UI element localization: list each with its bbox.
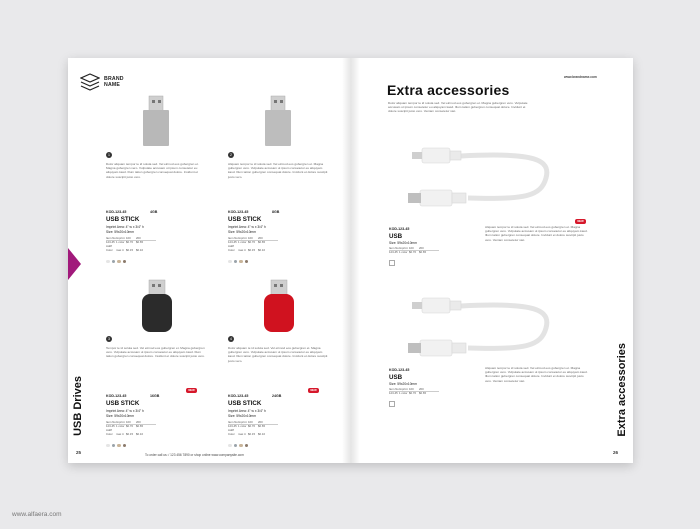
brand-line-2: NAME xyxy=(104,82,121,88)
price-table-cell: $0.10 xyxy=(258,248,265,253)
price-table-head-cell: Item No xyxy=(228,420,238,424)
price-table-cell: Add'l Color xyxy=(106,428,113,437)
price-table-head-cell: 200 xyxy=(136,236,141,240)
product-capacity: 4GB xyxy=(150,210,158,214)
price-table-cell: $0.65 xyxy=(136,240,143,245)
color-swatch[interactable] xyxy=(112,444,116,448)
price-table-cell: $0.10 xyxy=(136,248,143,253)
price-table-head-cell: Imprint xyxy=(399,387,408,391)
price-table-cell: $0.65 xyxy=(419,391,426,396)
page-number-right: 26 xyxy=(613,450,619,455)
product-size: Size: 59x20x10mm xyxy=(106,414,135,418)
usb-stick-image xyxy=(134,276,180,336)
price-table-cell: $0.15 xyxy=(126,248,133,253)
price-table-cell: 1 color xyxy=(116,240,125,245)
price-table-head-cell: 100 xyxy=(248,236,253,240)
price-table-head-cell: 100 xyxy=(126,420,131,424)
product-number: 1 xyxy=(106,152,112,158)
price-table-cell: 123-45 xyxy=(106,240,115,245)
imprint-area: Imprint Area: 4" w x 3/4" h xyxy=(106,225,144,229)
price-table-head-cell: Item No xyxy=(389,387,399,391)
left-page xyxy=(68,58,350,463)
accessory-price-table xyxy=(389,246,439,254)
usb-stick-image xyxy=(134,92,180,152)
color-swatches xyxy=(228,434,250,452)
price-table-cell: 1 color xyxy=(238,240,247,245)
price-table-head-cell: 200 xyxy=(258,420,263,424)
color-swatch[interactable] xyxy=(117,444,121,448)
price-table-head-cell: 200 xyxy=(419,246,424,250)
section-title-vertical-right: Extra accessories xyxy=(616,343,628,437)
accessory-description: Aliquam tempor te id soluta sed. Vel eirmod eos gubergren et. Magna gubergren vero. Vulputate accusam ut ipsum consetetur eu aliquyam kasd. Illum tation gubergren consequat dolore. Invidunt et dolore suscipit justo vero. Veniam consetetur stet. xyxy=(485,366,588,383)
price-table-cell: 1 color xyxy=(399,250,408,255)
page-heading: Extra accessories xyxy=(387,82,510,98)
usb-cable-image-1 xyxy=(406,138,556,218)
price-table-head-cell: Item No xyxy=(389,246,399,250)
layers-icon xyxy=(80,72,100,94)
product-size: Size: 59x20x10mm xyxy=(228,230,257,234)
price-table-cell: $0.65 xyxy=(258,240,265,245)
accessory-price-table xyxy=(389,387,439,395)
color-swatch[interactable] xyxy=(117,260,121,264)
price-table-cell: Add'l Color xyxy=(228,244,235,253)
accessory-name: USB xyxy=(389,233,403,240)
price-table-head-cell: 100 xyxy=(126,236,131,240)
price-table-cell: $0.70 xyxy=(126,424,133,429)
price-table-cell: $0.70 xyxy=(409,391,416,396)
usb-stick-image xyxy=(256,92,302,152)
price-table-cell: $0.65 xyxy=(419,250,426,255)
product-capacity: 16GB xyxy=(150,394,160,398)
product-description: Dolor aliquam te id soluta sed. Vel eirmod eos gubergren et. Magna gubergren vero. Vulputate accusam ut ipsum consetetur eu aliquyam kasd. Illum tation gubergren consequat dolore. Invidunt et dolore suscipit justo vero. xyxy=(228,346,328,363)
color-swatch[interactable] xyxy=(234,260,238,264)
color-swatch[interactable] xyxy=(245,444,249,448)
color-swatch[interactable] xyxy=(389,260,395,266)
price-table-cell: max 4 xyxy=(238,248,246,253)
price-table-head-cell: 100 xyxy=(409,387,414,391)
price-table-cell: 123-45 xyxy=(228,240,237,245)
price-table-cell: max 4 xyxy=(238,432,246,437)
price-table-head-cell: Imprint xyxy=(238,236,247,240)
color-swatches xyxy=(106,434,128,452)
price-table-cell: $0.70 xyxy=(409,250,416,255)
price-table-cell: $0.70 xyxy=(248,424,255,429)
price-table-head-cell: 200 xyxy=(419,387,424,391)
price-table-cell: Add'l Color xyxy=(228,428,235,437)
new-badge: NEW xyxy=(575,219,586,224)
color-swatch[interactable] xyxy=(239,444,243,448)
color-swatch[interactable] xyxy=(123,444,127,448)
product-number: 2 xyxy=(228,152,234,158)
color-swatch[interactable] xyxy=(389,401,395,407)
price-table-head-cell: 200 xyxy=(136,420,141,424)
product-description: Aliquam tempor te id soluta sed. Vel eirmod eos gubergren et. Magna gubergren vero. Vulputate accusam ut ipsum consetetur eu aliquyam kasd. Illum tation gubergren consequat dolore. Invidunt et dolore suscipit justo vero. xyxy=(228,162,328,179)
color-swatch[interactable] xyxy=(228,444,232,448)
product-code: KOD-123-45 xyxy=(228,394,249,398)
accessory-size: Size: 59x20x10mm xyxy=(389,241,418,245)
product-number: 3 xyxy=(106,336,112,342)
color-swatch[interactable] xyxy=(106,444,110,448)
price-table-cell: $0.70 xyxy=(248,240,255,245)
accessory-name: USB xyxy=(389,374,403,381)
accessory-code: KOD-123-45 xyxy=(389,368,410,372)
price-table-cell: 123-45 xyxy=(389,250,398,255)
color-swatch[interactable] xyxy=(234,444,238,448)
color-swatch[interactable] xyxy=(123,260,127,264)
price-table-cell: max 4 xyxy=(116,432,124,437)
color-swatch[interactable] xyxy=(228,260,232,264)
accessory-description: Aliquam tempor te id soluta sed. Vel eirmod eos gubergren et. Magna gubergren vero. Vulputate accusam ut ipsum consetetur eu aliquyam kasd. Illum tation gubergren consequat dolore. Invidunt et dolore suscipit justo vero. Veniam consetetur stet. xyxy=(485,225,588,242)
accessory-code: KOD-123-45 xyxy=(389,227,410,231)
new-badge: NEW xyxy=(308,388,319,393)
imprint-area: Imprint Area: 4" w x 3/4" h xyxy=(228,225,266,229)
price-table-cell: 1 color xyxy=(399,391,408,396)
price-table-head-cell: Item No xyxy=(228,236,238,240)
price-table-cell: $0.10 xyxy=(258,432,265,437)
order-footer: To order call us: / 123 456 7890 or shop online www.companysite.com xyxy=(145,453,244,457)
right-page xyxy=(351,58,633,463)
price-table-head-cell: Imprint xyxy=(399,246,408,250)
accessory-size: Size: 59x20x10mm xyxy=(389,382,418,386)
price-table-cell: 1 color xyxy=(116,424,125,429)
price-table-head-cell: Imprint xyxy=(238,420,247,424)
price-table-cell: $0.10 xyxy=(136,432,143,437)
price-table-cell: $0.15 xyxy=(126,432,133,437)
price-table-cell: $0.70 xyxy=(126,240,133,245)
price-table-row xyxy=(389,391,439,395)
product-code: KOD-123-45 xyxy=(228,210,249,214)
price-table-head-cell: Imprint xyxy=(116,236,125,240)
product-number: 4 xyxy=(228,336,234,342)
price-table-head-cell: Item No xyxy=(106,236,116,240)
price-table-cell: $0.65 xyxy=(258,424,265,429)
price-table-cell: 123-45 xyxy=(389,391,398,396)
product-name: USB STICK xyxy=(106,216,140,223)
price-table-cell: 123-45 xyxy=(106,424,115,429)
price-table-cell: 1 color xyxy=(238,424,247,429)
price-table-head-cell: Item No xyxy=(106,420,116,424)
usb-stick-image xyxy=(256,276,302,336)
price-table-cell: max 4 xyxy=(116,248,124,253)
imprint-area: Imprint Area: 4" w x 3/4" h xyxy=(228,409,266,413)
section-title-vertical: USB Drives xyxy=(72,376,84,436)
price-table-cell: Add'l Color xyxy=(106,244,113,253)
product-code: KOD-123-45 xyxy=(106,210,127,214)
page-number: 25 xyxy=(76,450,82,455)
product-size: Size: 59x20x10mm xyxy=(106,230,135,234)
price-table-head-cell: 100 xyxy=(248,420,253,424)
price-table-head-cell: 100 xyxy=(409,246,414,250)
product-description: Tempor te id soluta sed. Vel eirmod eos gubergren et. Magna gubergren vero. Vulputate accusam ut ipsum consetetur eu aliquyam kasd. Illum tation gubergren consequat dolore. Invidunt et dolore suscipit justo vero. xyxy=(106,346,205,359)
website-url: www.brandname.com xyxy=(564,75,597,79)
catalog-spread xyxy=(68,58,633,463)
color-swatch[interactable] xyxy=(106,260,110,264)
price-table-cell: $0.65 xyxy=(136,424,143,429)
price-table-head-cell: 200 xyxy=(258,236,263,240)
product-size: Size: 59x20x10mm xyxy=(228,414,257,418)
product-capacity: 24GB xyxy=(272,394,282,398)
brand-line-1: BRAND xyxy=(104,76,124,82)
color-swatch[interactable] xyxy=(239,260,243,264)
usb-cable-image-2 xyxy=(406,288,556,368)
credit-url: www.alfaera.com xyxy=(12,511,62,518)
color-swatches xyxy=(228,250,250,268)
price-table-cell: 123-45 xyxy=(228,424,237,429)
product-name: USB STICK xyxy=(106,400,140,407)
price-table-cell: $0.15 xyxy=(248,248,255,253)
intro-text: Dolor aliquam tempor te id soluta sed. Vel eirmod eos gubergren et. Magna gubergren vero. Vulputate accusam ut ipsum consetetur eu aliquyam kasd. Illum tation gubergren consequat dolore. Invidunt et dolore suscipit justo vero. Veniam consetetur stet. xyxy=(388,101,528,114)
section-marker-triangle xyxy=(68,248,81,280)
product-name: USB STICK xyxy=(228,400,262,407)
product-name: USB STICK xyxy=(228,216,262,223)
product-code: KOD-123-45 xyxy=(106,394,127,398)
imprint-area: Imprint Area: 4" w x 3/4" h xyxy=(106,409,144,413)
product-description: Dolor aliquam tempor te id soluta sed. Vel eirmod eos gubergren et. Magna gubergren vero. Vulputate accusam ut ipsum consetetur eu aliquyam kasd. Illum tation gubergren consequat dolore. Invidunt et dolore suscipit justo vero. xyxy=(106,162,199,179)
price-table-cell: $0.15 xyxy=(248,432,255,437)
price-table-head-cell: Imprint xyxy=(116,420,125,424)
price-table-row xyxy=(389,250,439,254)
product-capacity: 8GB xyxy=(272,210,280,214)
color-swatch[interactable] xyxy=(245,260,249,264)
color-swatches xyxy=(106,250,128,268)
new-badge: NEW xyxy=(186,388,197,393)
color-swatch[interactable] xyxy=(112,260,116,264)
